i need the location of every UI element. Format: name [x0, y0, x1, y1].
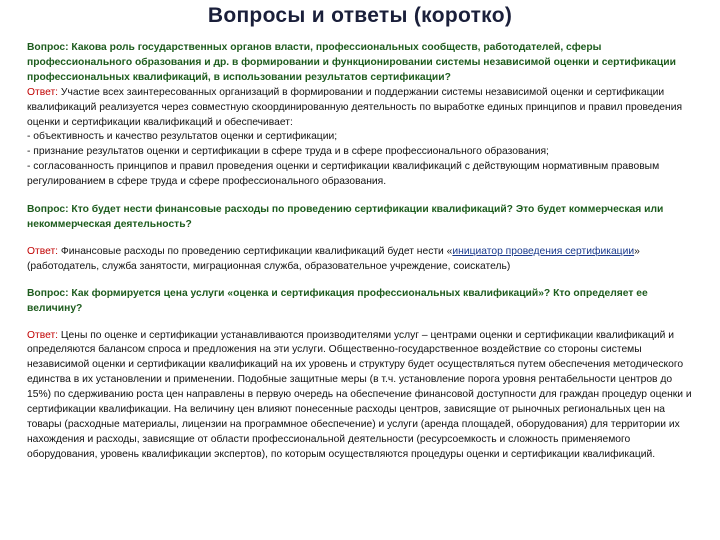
- answer-1-label: Ответ:: [27, 86, 59, 98]
- answer-1-point-2: - признание результатов оценки и сертификации в сфере труда и в сфере профессионального образования;: [27, 146, 549, 158]
- answer-2-label: Ответ:: [27, 245, 59, 257]
- question-2-text: Кто будет нести финансовые расходы по проведению сертификации квалификаций? Это будет коммерческая или некоммерческая деятельность?: [27, 204, 664, 230]
- question-1-label: Вопрос:: [27, 42, 69, 53]
- initiator-link[interactable]: инициатор проведения сертификации: [452, 245, 635, 257]
- answer-2: [27, 245, 695, 275]
- question-1-text: Какова роль государственных органов власти, профессиональных сообществ, работодателей, сферы профессионального образования и др. в формировании и функционировании системы независимой оценки и сертификации профессиональных квалификаций, в использовании результатов сертификации?: [27, 42, 676, 83]
- question-3-label: Вопрос:: [27, 287, 69, 299]
- answer-1: [27, 86, 695, 190]
- question-3: [27, 287, 695, 317]
- question-2: [27, 203, 695, 233]
- answer-1-intro: Участие всех заинтересованных организаций в формировании и поддержании системы независимой оценки и сертификации квалификаций реализуется через совместную скоординированную деятельность по выработке единых принципов и правил проведения оценки и сертификации квалификаций и обеспечивает:: [27, 86, 683, 128]
- answer-3-text: Цены по оценке и сертификации устанавливаются производителями услуг – центрами оценки и сертификации квалификаций и определяются балансом спроса и предложения на эти услуги. Общественно-государственное воздействие со стороны системы независимой оценки и сертификации квалификаций на их уровень и структуру будет осуществляться путем обеспечения методического единства в их установлении и применении. Подобные защитные меры (в т.ч. установление порога уровня рентабельности центров до 15%) по сдерживанию роста цен направлены в первую очередь на обеспечение финансовой доступности для граждан процедур оценки и сертификации квалификации. На величину цен влияют понесенные расходы центров, зависящие от рыночных региональных цен на товары (расходные материалы, лицензии на программное обеспечение) и услуги (аренда площадей, оборудования) для территории их нахождения и расходы, зависящие от области профессиональной деятельности (ресурсоемкость и сложность применяемого оборудования, уровень квалификации экспертов), по которым осуществляются процедуры оценки и сертификации квалификаций.: [27, 329, 692, 460]
- answer-2-text-before: Финансовые расходы по проведению сертификации квалификаций будет нести «: [60, 245, 453, 257]
- question-1: [27, 41, 695, 86]
- answer-3: [27, 329, 695, 463]
- answer-1-point-1: - объективность и качество результатов оценки и сертификации;: [27, 131, 338, 143]
- page-title: Вопросы и ответы (коротко): [207, 4, 513, 27]
- question-2-label: Вопрос:: [27, 204, 69, 216]
- answer-1-point-3: - согласованность принципов и правил проведения оценки и сертификации квалификаций с действующим нормативным правовым регулированием в сфере труда и сфере профессионального образования.: [27, 161, 660, 188]
- answer-3-label: Ответ:: [27, 329, 59, 341]
- question-3-text: Как формируется цена услуги «оценка и сертификация профессиональных квалификаций»? Кто определяет ее величину?: [27, 287, 648, 314]
- qa-content: [27, 41, 695, 463]
- answer-2-text-after: » (работодатель, служба занятости, миграционная служба, образовательное учреждение, соискатель): [27, 245, 640, 272]
